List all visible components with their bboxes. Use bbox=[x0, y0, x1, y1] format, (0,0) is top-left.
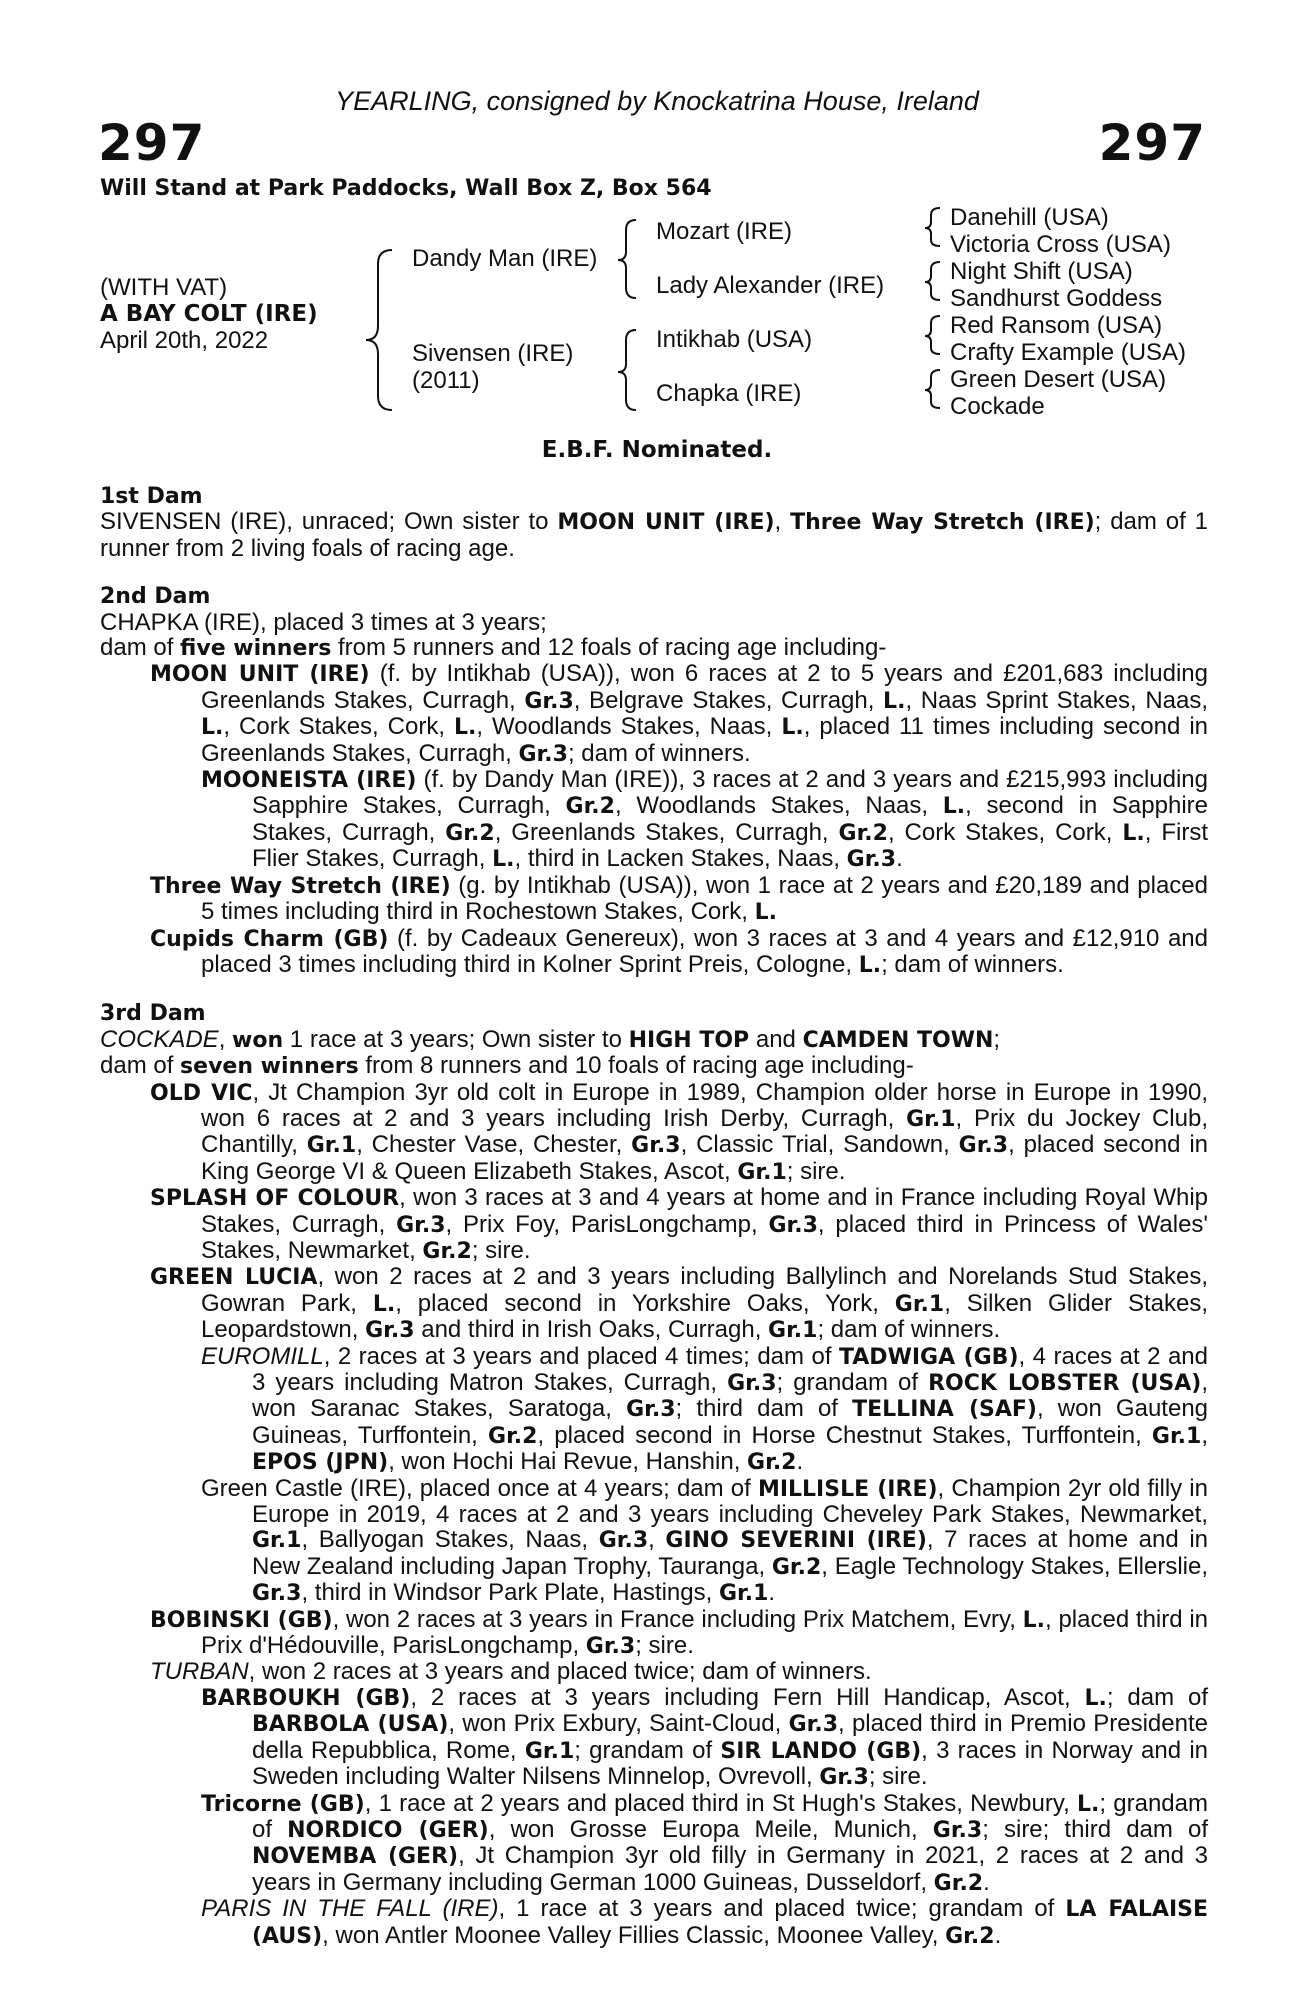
produce-entry: Tricorne (GB), 1 race at 2 years and placed third in St Hugh's Stakes, Newbury, L.; grandam of NORDICO (GER), won Grosse Europa Meile, Munich, Gr.3; sire; third dam of NOVEMBA (GER), Jt Champion 3yr old filly in Germany in 2021, 2 races at 2 and 3 years in Germany including German 1000 Guineas, Dusseldorf, Gr.2. bbox=[201, 1789, 1208, 1896]
brace-dam bbox=[618, 330, 636, 410]
produce-entry: Three Way Stretch (IRE) (g. by Intikhab (USA)), won 1 race at 2 years and £20,189 and placed 5 times including third in Rochestown Stakes, Cork, L. bbox=[150, 871, 1208, 926]
second-dam-summary: dam of five winners from 5 runners and 12 foals of racing age including- bbox=[100, 634, 887, 662]
dam-dam: Chapka (IRE) bbox=[656, 380, 802, 407]
second-dam-heading: 2nd Dam bbox=[100, 584, 211, 610]
consignor-line: YEARLING, consigned by Knockatrina House, Ireland bbox=[335, 86, 979, 116]
granddam-2: Sandhurst Goddess bbox=[950, 285, 1163, 312]
first-dam-heading: 1st Dam bbox=[100, 484, 203, 509]
second-dam-intro: CHAPKA (IRE), placed 3 times at 3 years; bbox=[100, 608, 547, 636]
horse-name: A BAY COLT (IRE) bbox=[100, 301, 318, 327]
brace-g4 bbox=[925, 370, 940, 408]
granddam-3: Crafty Example (USA) bbox=[950, 339, 1187, 366]
brace-g2 bbox=[925, 262, 940, 300]
third-dam-heading: 3rd Dam bbox=[100, 1001, 206, 1027]
sire-name: Dandy Man (IRE) bbox=[412, 245, 598, 272]
brace-sire-dam bbox=[366, 250, 392, 410]
produce-entry: PARIS IN THE FALL (IRE), 1 race at 3 years and placed twice; grandam of LA FALAISE (AUS), won Antler Moonee Valley Fillies Classic, Moonee Valley, Gr.2. bbox=[201, 1895, 1209, 1949]
grandsire-1: Danehill (USA) bbox=[950, 204, 1109, 231]
lot-number-right: 297 bbox=[1098, 114, 1206, 172]
produce-entry: EUROMILL, 2 races at 3 years and placed 4 times; dam of TADWIGA (GB), 4 races at 2 and 3 years including Matron Stakes, Curragh, Gr.3; grandam of ROCK LOBSTER (USA), won Saranac Stakes, Saratoga, Gr.3; third dam of TELLINA (SAF), won Gauteng Guineas, Turffontein, Gr.2, placed second in Horse Chestnut Stakes, Turffontein, Gr.1, EPOS (JPN), won Hochi Hai Revue, Hanshin, Gr.2. bbox=[201, 1342, 1209, 1476]
produce-entry: Green Castle (IRE), placed once at 4 years; dam of MILLISLE (IRE), Champion 2yr old filly in Europe in 2019, 4 races at 2 and 3 years including Cheveley Park Stakes, Newmarket, Gr.1, Ballyogan Stakes, Naas, Gr.3, GINO SEVERINI (IRE), 7 races at home and in New Zealand including Japan Trophy, Tauranga, Gr.2, Eagle Technology Stakes, Ellerslie, Gr.3, third in Windsor Park Plate, Hastings, Gr.1. bbox=[201, 1474, 1209, 1607]
dam-sire: Intikhab (USA) bbox=[656, 326, 813, 353]
brace-g3 bbox=[925, 316, 940, 354]
brace-sire bbox=[618, 220, 636, 298]
produce-entry: TURBAN, won 2 races at 3 years and placed twice; dam of winners. bbox=[150, 1658, 872, 1686]
granddam-4: Cockade bbox=[950, 393, 1045, 420]
grandsire-3: Red Ransom (USA) bbox=[950, 312, 1163, 339]
stand-location: Will Stand at Park Paddocks, Wall Box Z, Box 564 bbox=[100, 176, 712, 201]
produce-entry: MOON UNIT (IRE) (f. by Intikhab (USA)), won 6 races at 2 to 5 years and £201,683 including Greenlands Stakes, Curragh, Gr.3, Belgrave Stakes, Curragh, L., Naas Sprint Stakes, Naas, L., Cork Stakes, Cork, L., Woodlands Stakes, Naas, L., placed 11 times including second in Greenlands Stakes, Curragh, Gr.3; dam of winners. bbox=[150, 660, 1209, 767]
third-dam-intro: COCKADE, won 1 race at 3 years; Own sister to HIGH TOP and CAMDEN TOWN; bbox=[100, 1025, 1001, 1053]
brace-g1 bbox=[925, 208, 940, 246]
produce-entry: BOBINSKI (GB), won 2 races at 3 years in France including Prix Matchem, Evry, L., placed third in Prix d'Hédouville, ParisLongchamp, Gr.3; sire. bbox=[150, 1605, 1209, 1660]
sire-sire: Mozart (IRE) bbox=[656, 218, 793, 245]
ebf-nominated: E.B.F. Nominated. bbox=[541, 437, 773, 463]
produce-record bbox=[100, 484, 1208, 1949]
granddam-1: Victoria Cross (USA) bbox=[950, 231, 1171, 258]
grandsire-2: Night Shift (USA) bbox=[950, 258, 1133, 285]
dam-name: Sivensen (IRE) bbox=[412, 340, 574, 367]
vat-note: (WITH VAT) bbox=[100, 274, 228, 301]
first-dam-text: SIVENSEN (IRE), unraced; Own sister to MOON UNIT (IRE), Three Way Stretch (IRE); dam of 1 runner from 2 living foals of racing age. bbox=[100, 508, 1208, 562]
produce-entry: BARBOUKH (GB), 2 races at 3 years including Fern Hill Handicap, Ascot, L.; dam of BARBOLA (USA), won Prix Exbury, Saint-Cloud, Gr.3, placed third in Premio Presidente della Repubblica, Rome, Gr.1; grandam of SIR LANDO (GB), 3 races in Norway and in Sweden including Walter Nilsens Minnelop, Ovrevoll, Gr.3; sire. bbox=[201, 1683, 1209, 1791]
foaling-date: April 20th, 2022 bbox=[100, 327, 269, 354]
produce-entry: GREEN LUCIA, won 2 races at 2 and 3 years including Ballylinch and Norelands Stud Stakes, Gowran Park, L., placed second in Yorkshire Oaks, York, Gr.1, Silken Glider Stakes, Leopardstown, Gr.3 and third in Irish Oaks, Curragh, Gr.1; dam of winners. bbox=[150, 1263, 1208, 1344]
grandsire-4: Green Desert (USA) bbox=[950, 366, 1167, 393]
produce-entry: Cupids Charm (GB) (f. by Cadeaux Genereux), won 3 races at 3 and 4 years and £12,910 and placed 3 times including third in Kolner Sprint Preis, Cologne, L.; dam of winners. bbox=[150, 924, 1209, 978]
produce-entry: OLD VIC, Jt Champion 3yr old colt in Europe in 1989, Champion older horse in Europe in 1990, won 6 races at 2 and 3 years including Irish Derby, Curragh, Gr.1, Prix du Jockey Club, Chantilly, Gr.1, Chester Vase, Chester, Gr.3, Classic Trial, Sandown, Gr.3, placed second in King George VI & Queen Elizabeth Stakes, Ascot, Gr.1; sire. bbox=[150, 1078, 1209, 1185]
sire-dam: Lady Alexander (IRE) bbox=[656, 272, 885, 299]
lot-number-left: 297 bbox=[98, 114, 206, 172]
third-dam-summary: dam of seven winners from 8 runners and 10 foals of racing age including- bbox=[100, 1052, 914, 1080]
dam-year: (2011) bbox=[412, 367, 480, 394]
produce-entry: SPLASH OF COLOUR, won 3 races at 3 and 4 years at home and in France including Royal Whip Stakes, Curragh, Gr.3, Prix Foy, ParisLongchamp, Gr.3, placed third in Princess of Wales' Stakes, Newmarket, Gr.2; sire. bbox=[150, 1184, 1209, 1264]
produce-entry: MOONEISTA (IRE) (f. by Dandy Man (IRE)), 3 races at 2 and 3 years and £215,993 including Sapphire Stakes, Curragh, Gr.2, Woodlands Stakes, Naas, L., second in Sapphire Stakes, Curragh, Gr.2, Greenlands Stakes, Curragh, Gr.2, Cork Stakes, Cork, L., First Flier Stakes, Curragh, L., third in Lacken Stakes, Naas, Gr.3. bbox=[201, 766, 1209, 873]
